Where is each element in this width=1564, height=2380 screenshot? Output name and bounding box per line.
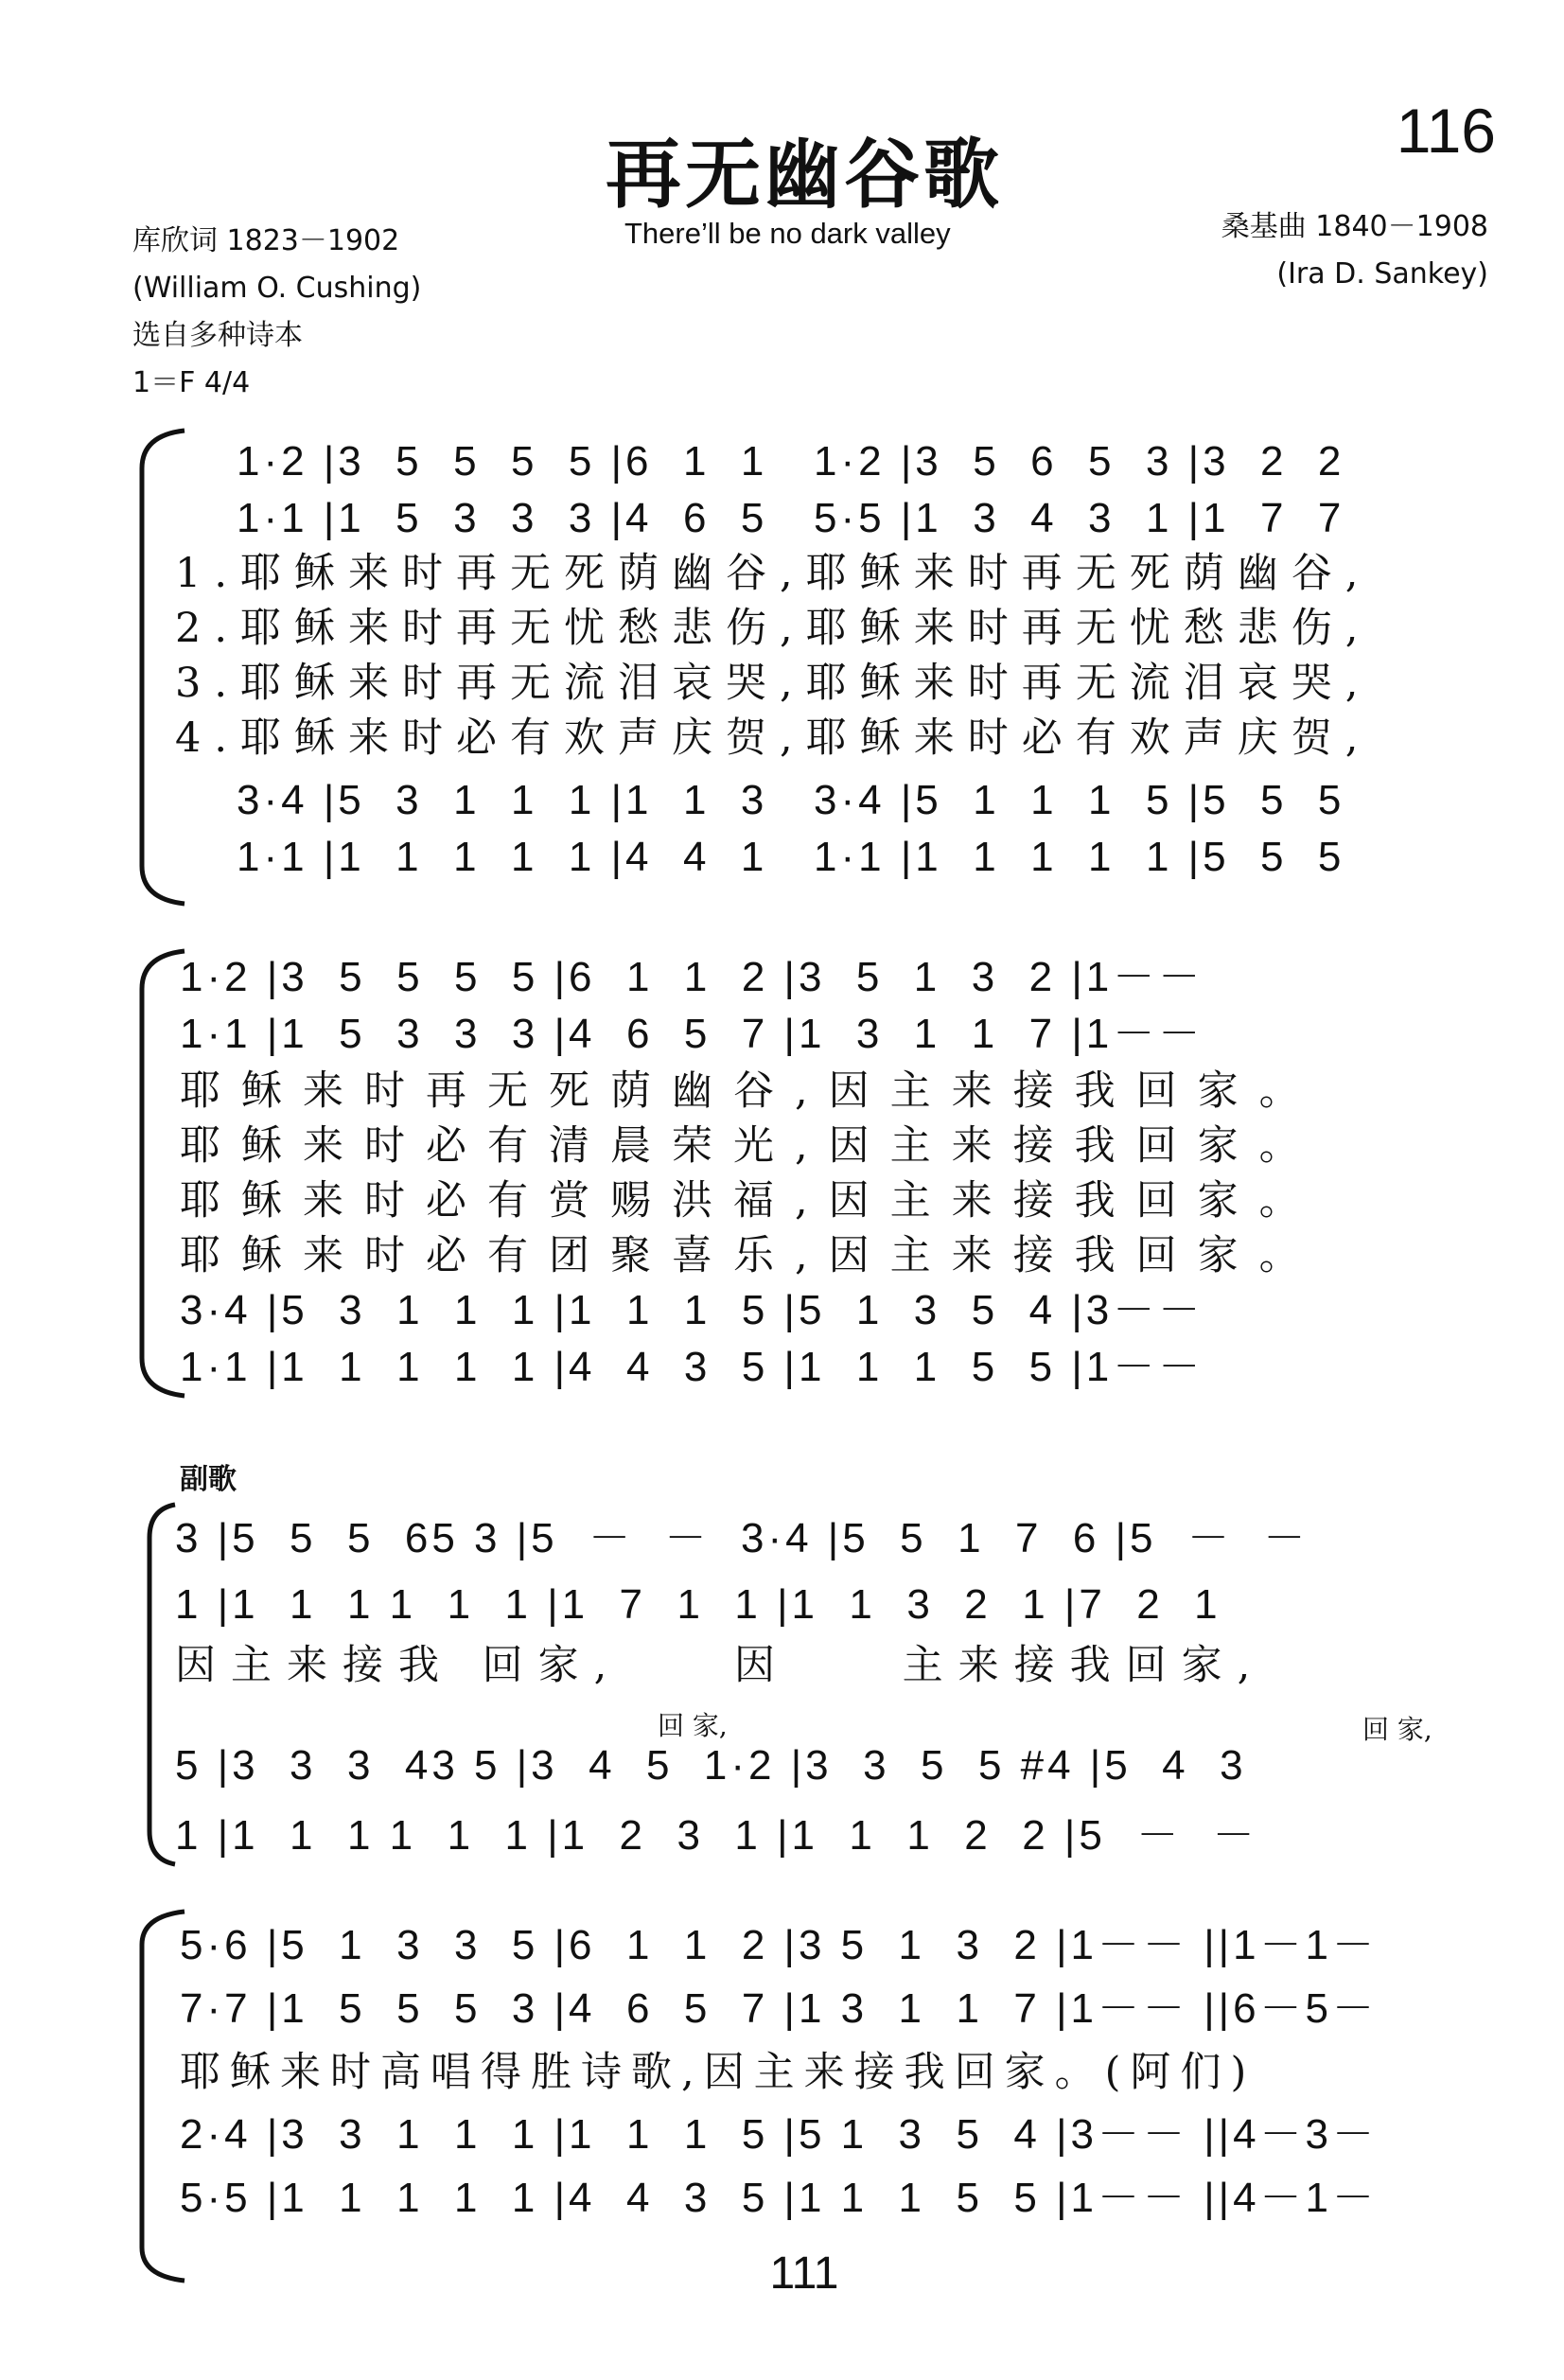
system1-bass: 1·1 |1 1 1 1 1 |4 4 1 1·1 |1 1 1 1 1 |5 5 5 — [237, 834, 1345, 880]
page-number: 111 — [769, 2248, 839, 2299]
english-subtitle: There’ll be no dark valley — [624, 217, 951, 250]
hymn-number: 116 — [1396, 96, 1496, 166]
chorus-tenor: 5 |3 3 3 43 5 |3 4 5 1·2 |3 3 5 5 #4 |5 4 3 — [175, 1742, 1247, 1789]
chorus-lyrics: 因主来接我 回家, 因 主来接我回家, — [175, 1642, 1266, 1689]
system4-alto: 7·7 |1 5 5 5 3 |4 6 5 7 |1 3 1 1 7 |1－－ ||6－5－ — [180, 1985, 1379, 2032]
chorus-bass: 1 |1 1 1 1 1 1 |1 2 3 1 |1 1 1 2 2 |5 － － — [175, 1812, 1258, 1859]
chorus-alto: 1 |1 1 1 1 1 1 |1 7 1 1 |1 1 3 2 1 |7 2 1 — [175, 1581, 1221, 1628]
system4-lyrics: 耶稣来时高唱得胜诗歌,因主来接我回家。(阿们) — [180, 2049, 1256, 2096]
system1-verse4: 4.耶稣来时必有欢声庆贺,耶稣来时必有欢声庆贺, — [175, 714, 1372, 762]
chorus-echo-1: 回 家, — [658, 1710, 728, 1741]
composer-block — [1221, 203, 1488, 298]
chorus-soprano: 3 |5 5 5 65 3 |5 － － 3·4 |5 5 1 7 6 |5 － － — [175, 1515, 1309, 1561]
system2-verse3: 耶稣来时必有赏赐洪福,因主来接我回家。 — [180, 1177, 1321, 1225]
composer-en: (Ira D. Sankey) — [1276, 257, 1488, 291]
system1-verse1: 1.耶稣来时再无死荫幽谷,耶稣来时再无死荫幽谷, — [175, 550, 1372, 597]
system1-verse3: 3.耶稣来时再无流泪哀哭,耶稣来时再无流泪哀哭, — [175, 660, 1372, 707]
lyricist-block — [132, 218, 421, 407]
chorus-label: 副歌 — [180, 1463, 237, 1496]
system2-soprano: 1·2 |3 5 5 5 5 |6 1 1 2 |3 5 1 3 2 |1－－ — [180, 954, 1204, 1000]
system4-soprano: 5·6 |5 1 3 3 5 |6 1 1 2 |3 5 1 3 2 |1－－ ||1－1－ — [180, 1922, 1379, 1968]
chorus-brace — [142, 1505, 180, 1864]
hymn-title: 再无幽谷歌 — [606, 130, 1003, 219]
lyricist: 库欣词 1823－1902 — [132, 224, 400, 257]
system2-verse4: 耶稣来时必有团聚喜乐,因主来接我回家。 — [180, 1232, 1321, 1279]
system1-alto: 1·1 |1 5 3 3 3 |4 6 5 5·5 |1 3 4 3 1 |1 7 7 — [237, 495, 1345, 541]
system4-bass: 5·5 |1 1 1 1 1 |4 4 3 5 |1 1 1 5 5 |1－－ ||4－1－ — [180, 2175, 1379, 2221]
system4-tenor: 2·4 |3 3 1 1 1 |1 1 1 5 |5 1 3 5 4 |3－－ ||4－3－ — [180, 2111, 1379, 2158]
system2-verse2: 耶稣来时必有清晨荣光,因主来接我回家。 — [180, 1122, 1321, 1170]
system1-tenor: 3·4 |5 3 1 1 1 |1 1 3 3·4 |5 1 1 1 5 |5 5 5 — [237, 777, 1345, 823]
key-time-signature: 1＝F 4/4 — [132, 366, 251, 399]
system2-alto: 1·1 |1 5 3 3 3 |4 6 5 7 |1 3 1 1 7 |1－－ — [180, 1011, 1204, 1057]
system2-verse1: 耶稣来时再无死荫幽谷,因主来接我回家。 — [180, 1067, 1321, 1115]
composer: 桑基曲 1840－1908 — [1221, 210, 1488, 243]
system1-verse2: 2.耶稣来时再无忧愁悲伤,耶稣来时再无忧愁悲伤, — [175, 605, 1372, 652]
chorus-echo-2: 回 家, — [1362, 1714, 1432, 1745]
system2-bass: 1·1 |1 1 1 1 1 |4 4 3 5 |1 1 1 5 5 |1－－ — [180, 1344, 1204, 1390]
lyricist-en: (William O. Cushing) — [132, 272, 422, 305]
source: 选自多种诗本 — [132, 319, 303, 352]
system2-tenor: 3·4 |5 3 1 1 1 |1 1 1 5 |5 1 3 5 4 |3－－ — [180, 1287, 1204, 1333]
system1-soprano: 1·2 |3 5 5 5 5 |6 1 1 1·2 |3 5 6 5 3 |3 2 2 — [237, 438, 1345, 485]
